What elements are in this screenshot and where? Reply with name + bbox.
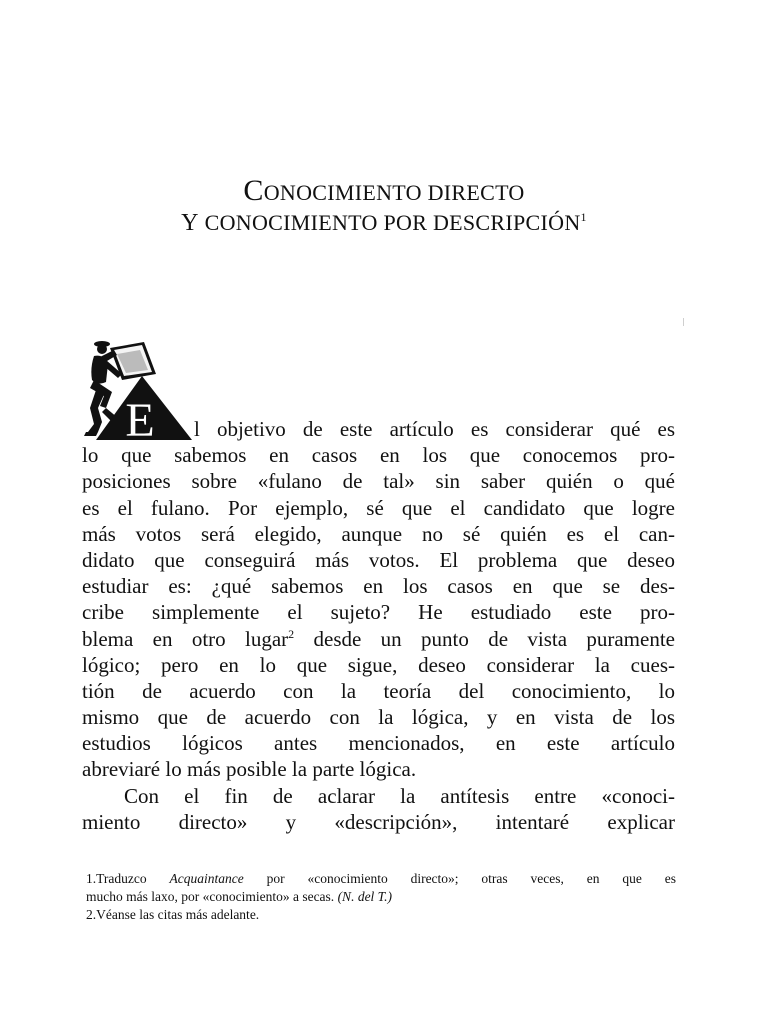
text-line: blema en otro lugar$^2$ desde un punto de vista puramente <box>82 626 675 651</box>
text-line: cribe simplemente el sujeto? He estudiado este pro- <box>82 600 675 625</box>
footnote-ref-1: 1 <box>580 210 587 224</box>
text-line: miento directo» y «descripción», intentaré explicar <box>82 809 675 834</box>
text-line: l objetivo de este artículo es considerar qué es <box>194 417 675 441</box>
footnote-1: 1.Traduzco Acquaintance por «conocimiento directo»; otras veces, en que es <box>86 871 676 886</box>
footnote-ref-2: 2 <box>288 626 295 641</box>
footnote-1-cont: mucho más laxo, por «conocimiento» a secas. (N. del T.) <box>86 889 393 904</box>
text-line: posiciones sobre «fulano de tal» sin saber quién o qué <box>82 469 675 494</box>
text-line: más votos será elegido, aunque no sé quién es el can- <box>82 521 675 546</box>
text-line: abreviaré lo más posible la parte lógica. <box>82 757 417 782</box>
scan-speck <box>683 318 684 326</box>
text-line: lo que sabemos en casos en los que conocemos pro- <box>82 443 675 468</box>
text-line: estudiar es: ¿qué sabemos en los casos en que se des- <box>82 574 675 599</box>
text-line: es el fulano. Por ejemplo, sé que el candidato que logre <box>82 495 675 520</box>
footnotes <box>86 870 676 924</box>
footnote-2: 2.Véanse las citas más adelante. <box>86 907 260 922</box>
text-line: estudios lógicos antes mencionados, en este artículo <box>82 731 675 756</box>
body-text <box>82 416 675 835</box>
chapter-title <box>0 176 768 238</box>
text-line: Con el fin de aclarar la antítesis entre «conoci- <box>124 783 675 808</box>
text-line: didato que conseguirá más votos. El problema que deseo <box>82 547 675 572</box>
text-line: tión de acuerdo con la teoría del conocimiento, lo <box>82 678 675 703</box>
text-line: mismo que de acuerdo con la lógica, y en vista de los <box>82 705 675 730</box>
title-line-1: CONOCIMIENTO DIRECTO <box>243 174 525 207</box>
title-line-2: Y CONOCIMIENTO POR DESCRIPCIÓN$^1$ <box>181 210 587 236</box>
dropcap-letter: E <box>125 394 155 442</box>
text-line: lógico; pero en lo que sigue, deseo considerar la cues- <box>82 652 675 677</box>
